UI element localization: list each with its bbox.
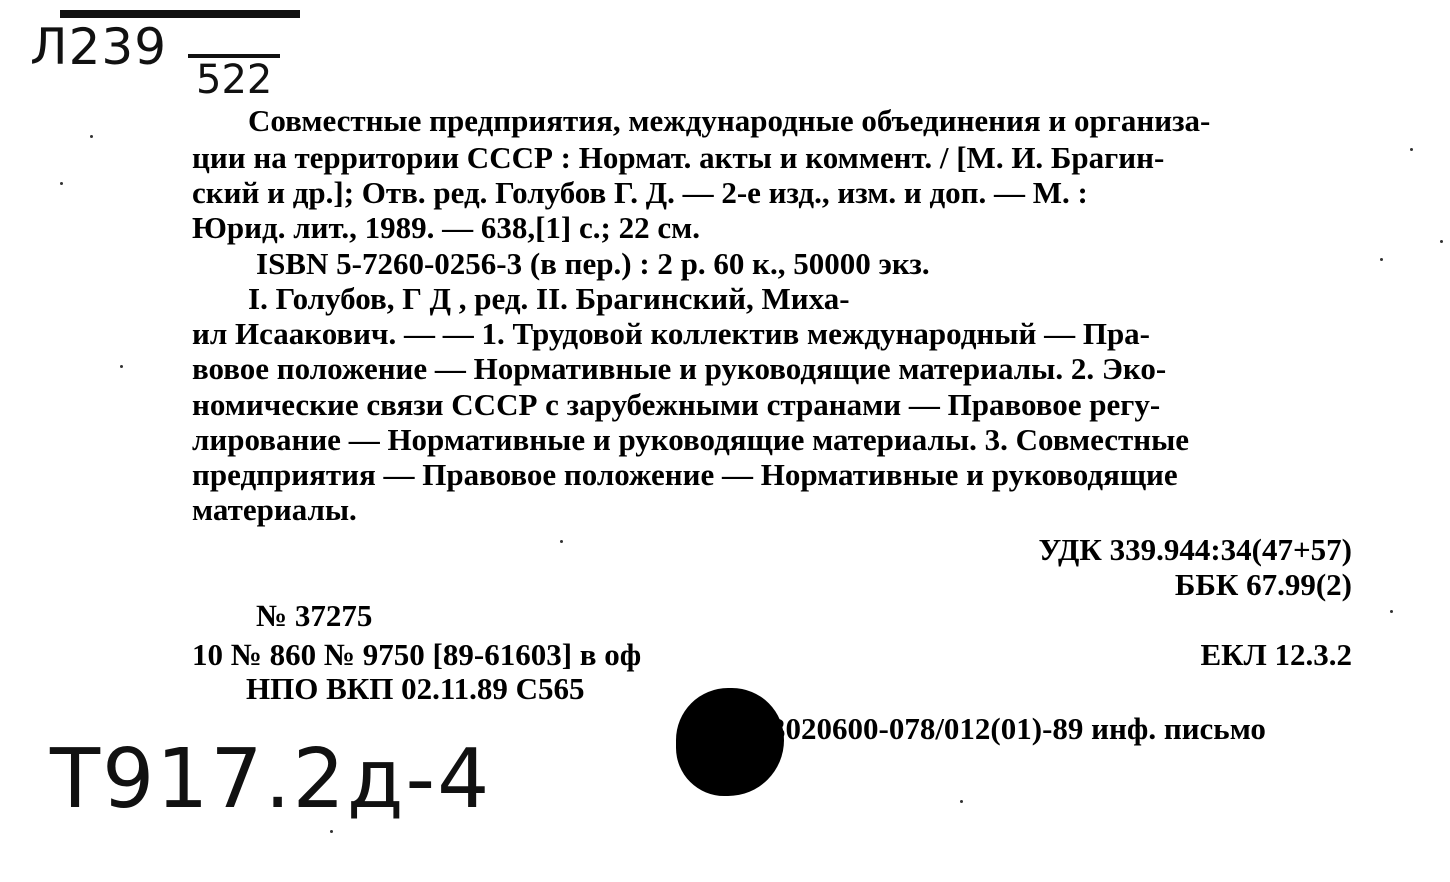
title-line-4: Юрид. лит., 1989. — 638,[1] с.; 22 см. [192,210,700,245]
code-line: 3020600-078/012(01)-89 инф. письмо [770,711,1266,746]
speck [120,365,123,368]
speck [1390,610,1393,613]
subject-line-2: ил Исаакович. — — 1. Трудовой коллектив международный — Пра- [192,316,1151,351]
speck [1410,148,1413,151]
speck [1380,258,1383,261]
subject-line-5: лирование — Нормативные и руководящие материалы. 3. Совместные [192,422,1190,457]
handwritten-shelf-mark: Л239 [30,18,168,76]
subject-line-7: материалы. [192,492,357,527]
udk-line: УДК 339.944:34(47+57) [1038,532,1352,567]
title-line-1: Совместные предприятия, международные объединения и организа- [248,103,1211,138]
speck [960,800,963,803]
npo-line: НПО ВКП 02.11.89 С565 [246,671,585,706]
subject-line-1: I. Голубов, Г Д , ред. II. Брагинский, Миха- [248,281,850,316]
speck [560,540,563,543]
handwritten-fraction: 522 [188,54,280,102]
ekl-line: ЕКЛ 12.3.2 [1200,637,1352,672]
subject-line-3: вовое положение — Нормативные и руководящие материалы. 2. Эко- [192,351,1167,386]
order-line: 10 № 860 № 9750 [89-61603] в оф [192,637,642,672]
speck [330,830,333,833]
speck [1440,240,1443,243]
bbk-line: ББК 67.99(2) [1174,567,1352,602]
subject-line-4: номические связи СССР с зарубежными странами — Правовое регу- [192,387,1161,422]
ink-blot [676,688,784,796]
title-line-2: ции на территории СССР : Нормат. акты и коммент. / [М. И. Брагин- [192,140,1165,175]
subject-line-6: предприятия — Правовое положение — Нормативные и руководящие [192,457,1178,492]
speck [90,135,93,138]
number-line: № 37275 [256,598,373,633]
handwritten-classification: Т917.2д-4 [50,732,492,827]
isbn-line: ISBN 5-7260-0256-3 (в пер.) : 2 р. 60 к., 50000 экз. [256,246,930,281]
title-line-3: ский и др.]; Отв. ред. Голубов Г. Д. — 2-е изд., изм. и доп. — М. : [192,175,1088,210]
speck [60,182,63,185]
top-border-mark [60,10,300,18]
